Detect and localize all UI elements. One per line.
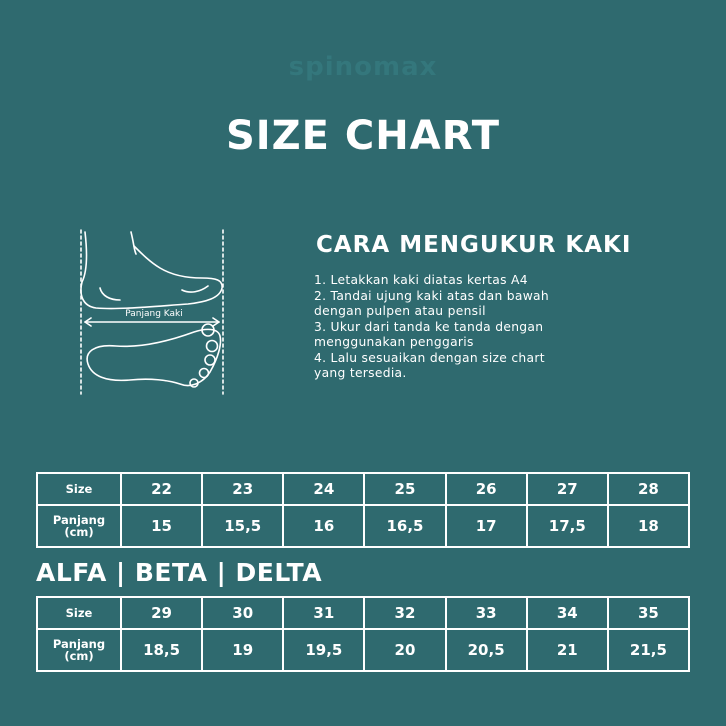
length-cell: 19,5 bbox=[283, 629, 364, 671]
length-header-text: Panjang bbox=[52, 637, 106, 652]
size-table-1 bbox=[36, 472, 690, 548]
foot-measurement-illustration bbox=[76, 228, 232, 396]
step-line: 4. Lalu sesuaikan dengan size chart bbox=[314, 350, 545, 365]
side-foot-outline bbox=[81, 232, 222, 309]
size-cell: 33 bbox=[446, 597, 527, 629]
length-cell: 20 bbox=[364, 629, 445, 671]
length-cell: 15 bbox=[121, 505, 202, 547]
length-row bbox=[37, 629, 689, 671]
size-cell: 26 bbox=[446, 473, 527, 505]
size-cell: 29 bbox=[121, 597, 202, 629]
length-header-text: Panjang bbox=[52, 513, 106, 528]
step-line: dengan pulpen atau pensil bbox=[314, 304, 486, 318]
size-cell: 34 bbox=[527, 597, 608, 629]
length-cell: 17,5 bbox=[527, 505, 608, 547]
howto-steps bbox=[314, 273, 714, 382]
sole-foot-outline bbox=[87, 329, 220, 385]
step-line: yang tersedia. bbox=[314, 366, 407, 380]
length-cell: 16 bbox=[283, 505, 364, 547]
length-cell: 18 bbox=[608, 505, 689, 547]
length-cell: 16,5 bbox=[364, 505, 445, 547]
length-cell: 17 bbox=[446, 505, 527, 547]
step-line: 2. Tandai ujung kaki atas dan bawah bbox=[314, 288, 549, 303]
length-header-unit: (cm) bbox=[64, 525, 94, 540]
length-cell: 15,5 bbox=[202, 505, 283, 547]
size-cell: 30 bbox=[202, 597, 283, 629]
step-line: 1. Letakkan kaki diatas kertas A4 bbox=[314, 273, 528, 287]
size-cell: 28 bbox=[608, 473, 689, 505]
size-header: Size bbox=[37, 597, 121, 629]
size-cell: 32 bbox=[364, 597, 445, 629]
series-title: ALFA | BETA | DELTA bbox=[36, 558, 323, 587]
length-cell: 21,5 bbox=[608, 629, 689, 671]
page-title: SIZE CHART bbox=[225, 113, 501, 159]
size-cell: 31 bbox=[283, 597, 364, 629]
size-cell: 35 bbox=[608, 597, 689, 629]
step-line: menggunakan penggaris bbox=[314, 335, 474, 349]
size-row bbox=[37, 597, 689, 629]
length-cell: 19 bbox=[202, 629, 283, 671]
length-header bbox=[37, 629, 121, 671]
length-label: Panjang Kaki bbox=[125, 309, 183, 319]
length-cell: 21 bbox=[527, 629, 608, 671]
size-cell: 25 bbox=[364, 473, 445, 505]
size-row bbox=[37, 473, 689, 505]
length-cell: 18,5 bbox=[121, 629, 202, 671]
howto-title: CARA MENGUKUR KAKI bbox=[316, 232, 632, 258]
length-cell: 20,5 bbox=[446, 629, 527, 671]
length-header bbox=[37, 505, 121, 547]
step-line: 3. Ukur dari tanda ke tanda dengan bbox=[314, 319, 544, 334]
size-cell: 27 bbox=[527, 473, 608, 505]
length-header-unit: (cm) bbox=[64, 649, 94, 664]
size-cell: 22 bbox=[121, 473, 202, 505]
size-cell: 24 bbox=[283, 473, 364, 505]
size-header: Size bbox=[37, 473, 121, 505]
length-row bbox=[37, 505, 689, 547]
size-cell: 23 bbox=[202, 473, 283, 505]
size-table-2 bbox=[36, 596, 690, 672]
brand-watermark: spinomax bbox=[288, 52, 438, 82]
